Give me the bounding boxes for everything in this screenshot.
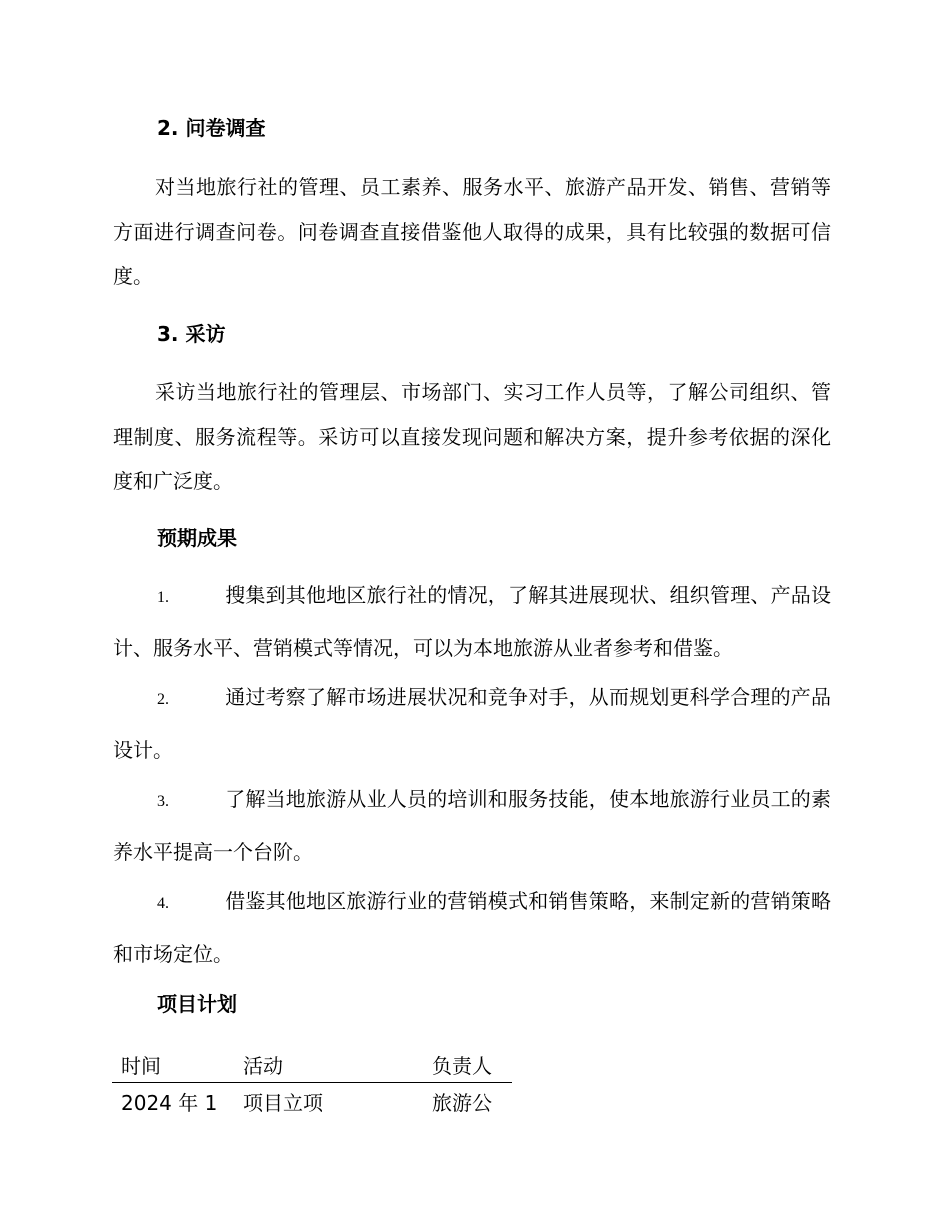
interview-paragraph: 采访当地旅行社的管理层、市场部门、实习工作人员等，了解公司组织、管理制度、服务流程等。采访可以直接发现问题和解决方案，提升参考依据的深化度和广泛度。 [113, 380, 831, 493]
table-header-row [112, 1046, 512, 1083]
result-item-number: 2. [157, 691, 169, 708]
table-cell-time: 2024 年 1 [121, 1090, 218, 1115]
table-header-activity: 活动 [234, 1046, 423, 1083]
result-item [113, 774, 831, 878]
result-item-text: 了解当地旅游从业人员的培训和服务技能，使本地旅游行业员工的素养水平提高一个台阶。 [113, 787, 831, 864]
result-item [113, 570, 831, 674]
table-row [112, 1083, 512, 1120]
section-heading-project-plan: 项目计划 [157, 992, 237, 1016]
table-cell-owner: 旅游公 [432, 1090, 492, 1115]
result-item-text: 借鉴其他地区旅游行业的营销模式和销售策略，来制定新的营销策略和市场定位。 [113, 889, 831, 966]
result-item [113, 876, 831, 980]
result-item-number: 3. [157, 793, 169, 810]
table-cell-activity: 项目立项 [243, 1090, 323, 1115]
result-item [113, 672, 831, 776]
questionnaire-paragraph: 对当地旅行社的管理、员工素养、服务水平、旅游产品开发、销售、营销等方面进行调查问卷。问卷调查直接借鉴他人取得的成果，具有比较强的数据可信度。 [113, 175, 831, 288]
section-heading-expected-results: 预期成果 [157, 526, 237, 550]
result-item-text: 通过考察了解市场进展状况和竞争对手，从而规划更科学合理的产品设计。 [113, 685, 831, 762]
table-header-owner: 负责人 [423, 1046, 512, 1083]
project-plan-table [112, 1046, 512, 1119]
section-heading-interview: 3. 采访 [157, 322, 226, 346]
section-heading-questionnaire: 2. 问卷调查 [157, 116, 266, 140]
result-item-text: 搜集到其他地区旅行社的情况，了解其进展现状、组织管理、产品设计、服务水平、营销模式等情况，可以为本地旅游从业者参考和借鉴。 [113, 583, 831, 660]
result-item-number: 4. [157, 895, 169, 912]
table-header-time: 时间 [112, 1046, 234, 1083]
result-item-number: 1. [157, 589, 169, 606]
